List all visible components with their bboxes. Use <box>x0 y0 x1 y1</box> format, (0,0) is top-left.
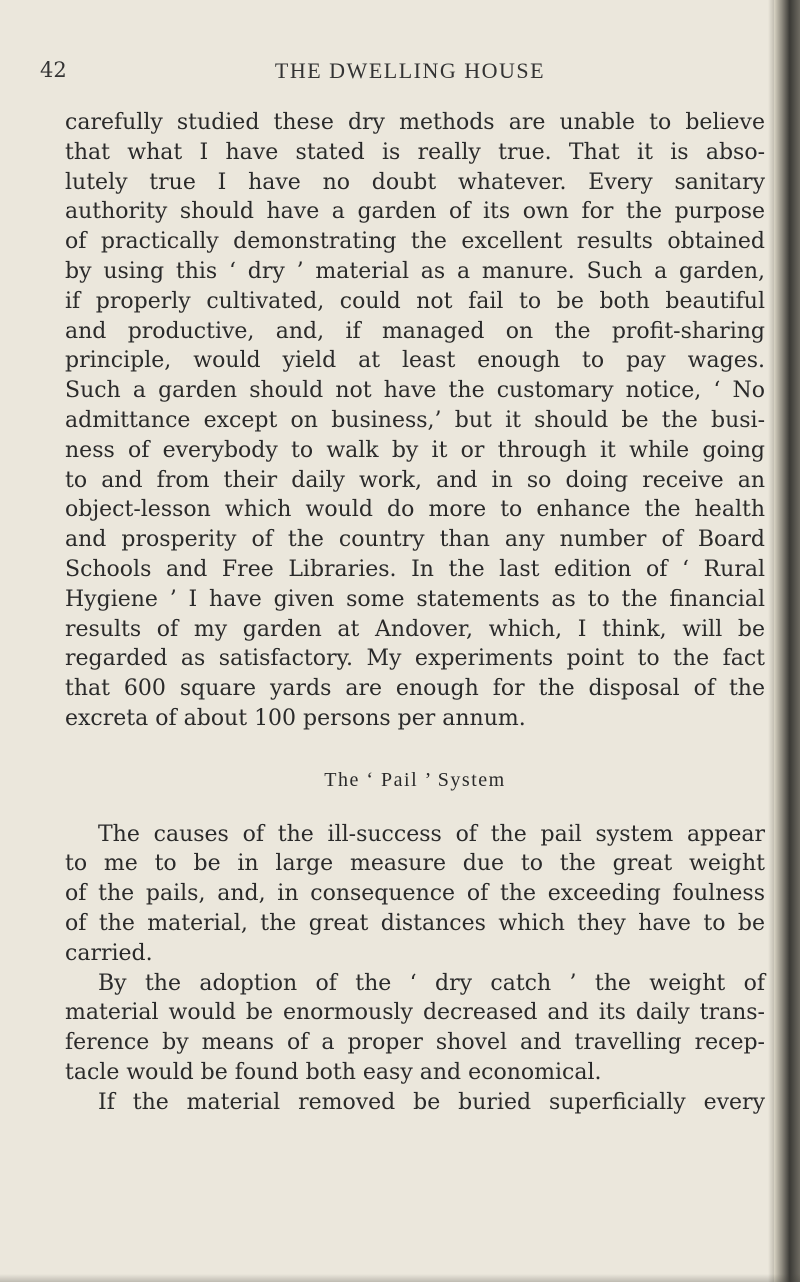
text-line: carried. <box>65 940 153 966</box>
text-line: to and from their daily work, and in so doing receive an <box>65 467 765 493</box>
running-head <box>40 58 780 94</box>
text-line: of practically demonstrating the excellent results obtained <box>65 229 765 255</box>
text-line: that what I have stated is really true. That it is abso- <box>65 139 765 165</box>
text-line: material would be enormously decreased and its daily trans- <box>65 1000 765 1026</box>
text-line: of the pails, and, in consequence of the exceeding foulness <box>65 881 765 907</box>
text-line: that 600 square yards are enough for the disposal of the <box>65 676 765 702</box>
text-line: carefully studied these dry methods are unable to believe <box>65 110 765 135</box>
text-line: regarded as satisfactory. My experiments point to the fact <box>65 646 765 672</box>
text-line: authority should have a garden of its own for the purpose <box>65 199 765 225</box>
text-line: Schools and Free Libraries. In the last edition of ‘ Rural <box>65 556 765 582</box>
text-line: and productive, and, if managed on the profit-sharing <box>65 318 765 344</box>
paragraph-pail-causes <box>65 820 765 969</box>
text-line: to me to be in large measure due to the great weight <box>65 851 765 877</box>
book-spine-edge <box>774 0 800 1282</box>
bottom-edge-shadow <box>0 1274 800 1282</box>
text-line: tacle would be found both easy and economical. <box>65 1059 602 1085</box>
text-line: Hygiene ’ I have given some statements as to the financial <box>65 586 765 612</box>
text-line: lutely true I have no doubt whatever. Every sanitary <box>65 169 765 195</box>
text-line: if properly cultivated, could not fail to be both beautiful <box>65 288 765 314</box>
text-line: by using this ‘ dry ’ material as a manure. Such a garden, <box>65 258 765 284</box>
running-title: THE DWELLING HOUSE <box>274 58 546 83</box>
paragraph-buried <box>65 1088 765 1118</box>
page-number: 42 <box>40 58 67 82</box>
text-line: ness of everybody to walk by it or through it while going <box>65 437 765 463</box>
text-line: By the adoption of the ‘ dry catch ’ the weight of <box>98 970 765 996</box>
body-text <box>65 108 765 1118</box>
text-line: ference by means of a proper shovel and travelling recep- <box>65 1030 765 1056</box>
paragraph-dry-methods <box>65 108 765 734</box>
text-line: excreta of about 100 persons per annum. <box>65 705 526 731</box>
text-line: of the material, the great distances which they have to be <box>65 910 765 936</box>
text-line: The causes of the ill-success of the pail system appear <box>98 821 765 847</box>
text-line: admittance except on business,’ but it should be the busi- <box>65 407 765 433</box>
text-line: principle, would yield at least enough to pay wages. <box>65 348 765 374</box>
text-line: Such a garden should not have the customary notice, ‘ No <box>65 378 765 404</box>
section-heading: The ‘ Pail ’ System <box>324 768 506 791</box>
paragraph-dry-catch <box>65 969 765 1088</box>
text-line: If the material removed be buried superficially every <box>98 1089 765 1115</box>
text-line: object-lesson which would do more to enhance the health <box>65 497 765 523</box>
text-line: results of my garden at Andover, which, I think, will be <box>65 616 765 642</box>
text-line: and prosperity of the country than any number of Board <box>65 527 765 553</box>
